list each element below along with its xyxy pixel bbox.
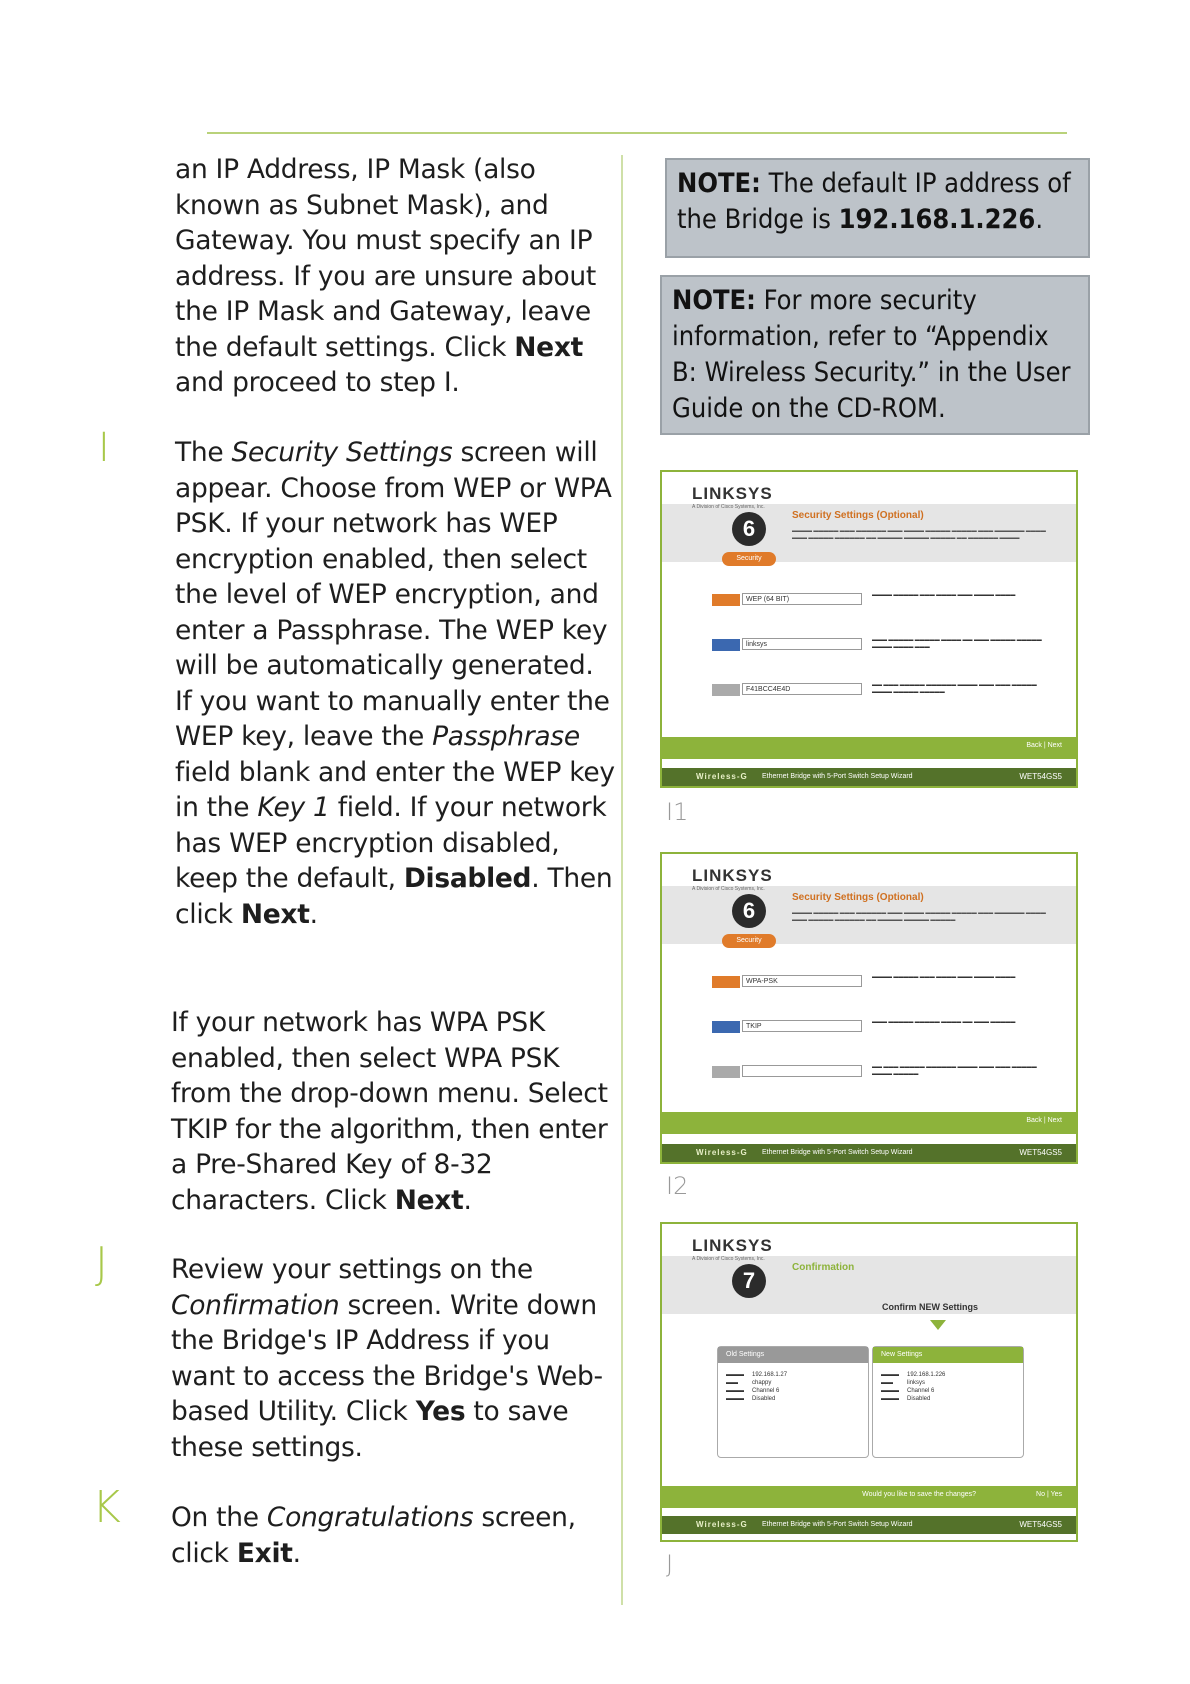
paragraph-step-j: Review your settings on the Confirmation screen. Write down the Bridge's IP Address if you want to access the Bridge's Web-based Utility. Click Yes to save these settings.: [171, 1254, 603, 1463]
row-hint: ▬▬ ▬▬▬ ▬▬▬▬▬ ▬▬▬▬▬▬ ▬▬▬▬ ▬▬▬ ▬▬▬ ▬▬▬▬▬ ▬▬▬▬ ▬▬▬▬▬ ▬▬▬▬▬: [872, 682, 1037, 695]
screenshot-security-wep: [660, 470, 1078, 788]
step-letter-j: J: [95, 1238, 108, 1289]
row-hint: ▬▬▬▬ ▬▬▬▬▬ ▬▬▬ ▬▬▬▬ ▬▬▬ ▬▬▬▬ ▬▬▬▬: [872, 592, 1016, 598]
paragraph-wpa-psk: If your network has WPA PSK enabled, then select WPA PSK from the drop-down menu. Select TKIP for the algorithm, then enter a Pre-Shared Key of 8-32 characters. Click Next.: [171, 1007, 608, 1216]
arrow-down-icon: [930, 1320, 946, 1330]
row-tag: [712, 1066, 740, 1078]
button-bar: Back | Next: [662, 737, 1076, 759]
algorithm-select: TKIP: [742, 1020, 862, 1032]
old-ssid: chappy: [752, 1380, 772, 1386]
column-divider: [621, 155, 623, 1605]
row-tag: [712, 684, 740, 696]
screen-footer: Wireless-G Ethernet Bridge with 5-Port Switch Setup Wizard WET54GS5: [662, 768, 1076, 786]
row-key1: [712, 682, 1052, 698]
header-rule: [207, 132, 1067, 134]
screenshot-confirmation: [660, 1222, 1078, 1542]
old-channel: Channel 6: [752, 1388, 780, 1394]
passphrase-field: linksys: [742, 638, 862, 650]
screen-description: ▬▬▬▬ ▬▬▬▬▬ ▬▬▬ ▬▬▬▬▬▬ ▬▬▬ ▬▬▬▬ ▬▬▬▬▬ ▬▬▬▬▬ ▬▬▬ ▬▬▬▬▬▬ ▬▬▬▬ ▬▬▬ ▬▬▬▬▬ ▬▬▬▬▬▬ ▬▬ ▬▬▬▬▬ ▬▬▬▬▬ ▬▬▬▬▬ ▬▬ ▬▬▬▬▬▬ ▬▬▬▬: [792, 528, 1046, 541]
figure-caption: J: [666, 1550, 674, 1578]
row-passphrase: [712, 637, 1052, 653]
paragraph-ip-settings: an IP Address, IP Mask (also known as Subnet Mask), and Gateway. You must specify an IP address. If you are unsure about the IP Mask and Gateway, leave the default settings. Click Next and proceed to step I.: [175, 154, 597, 398]
screen-description: ▬▬▬▬ ▬▬▬▬▬ ▬▬▬ ▬▬▬▬▬▬ ▬▬▬ ▬▬▬▬ ▬▬▬▬▬ ▬▬▬▬▬ ▬▬▬ ▬▬▬▬▬▬ ▬▬▬▬ ▬▬▬ ▬▬▬▬▬ ▬▬▬▬▬▬ ▬▬ ▬▬▬▬▬ ▬▬▬▬▬ ▬▬▬▬▬: [792, 910, 1046, 923]
screen-title: Security Settings (Optional): [792, 510, 924, 521]
screen-header-band: [662, 1256, 1076, 1314]
note-security-info: NOTE: For more security information, refer to “Appendix B: Wireless Security.” in the User Guide on the CD-ROM.: [660, 275, 1090, 435]
new-security: Disabled: [907, 1396, 931, 1402]
row-hint: ▬▬ ▬▬▬ ▬▬▬▬▬ ▬▬▬▬▬▬ ▬▬▬▬ ▬▬▬ ▬▬▬ ▬▬▬▬▬ ▬▬▬▬ ▬▬▬▬▬: [872, 1064, 1037, 1077]
paragraph-step-i: The Security Settings screen will appear. Choose from WEP or WPA PSK. If your network has WEP encryption enabled, then select the level of WEP encryption, and enter a Passphrase. The WEP key will be automatically generated. If you want to manually enter the WEP key, leave the Passphrase field blank and enter the WEP key in the Key 1 field. If your network has WEP encryption disabled, keep the default, Disabled. Then click Next.: [175, 437, 615, 930]
row-hint: ▬▬▬ ▬▬▬▬▬ ▬▬▬▬▬ ▬▬▬▬ ▬▬ ▬▬▬ ▬▬▬▬▬: [872, 1019, 1016, 1025]
security-mode-select: WEP (64 BIT): [742, 593, 862, 605]
row-tag: [712, 639, 740, 651]
screen-footer: Wireless-G Ethernet Bridge with 5-Port Switch Setup Wizard WET54GS5: [662, 1516, 1076, 1534]
step-letter-k: K: [92, 1482, 121, 1533]
note-default-ip: NOTE: The default IP address of the Bridge is 192.168.1.226.: [665, 158, 1090, 258]
new-ssid: linksys: [907, 1380, 926, 1386]
step-badge: 6: [732, 894, 766, 928]
row-tag: [712, 594, 740, 606]
save-question: Would you like to save the changes?: [862, 1491, 976, 1498]
row-algorithm: [712, 1019, 1052, 1035]
row-tag: [712, 1021, 740, 1033]
linksys-logo: LINKSYS A Division of Cisco Systems, Inc.: [692, 484, 773, 510]
step-badge: 6: [732, 512, 766, 546]
linksys-logo: LINKSYS A Division of Cisco Systems, Inc.: [692, 866, 773, 892]
old-settings-panel: [717, 1346, 869, 1458]
button-bar: [662, 1486, 1076, 1508]
new-settings-panel: [872, 1346, 1024, 1458]
new-settings-label: New Settings: [873, 1347, 1023, 1363]
new-channel: Channel 6: [907, 1388, 935, 1394]
screen-footer: Wireless-G Ethernet Bridge with 5-Port Switch Setup Wizard WET54GS5: [662, 1144, 1076, 1162]
figure-caption: I1: [666, 798, 689, 826]
yes-no-buttons: No | Yes: [1036, 1491, 1062, 1498]
row-security-mode: [712, 974, 1052, 990]
old-security: Disabled: [752, 1396, 776, 1402]
row-tag: [712, 976, 740, 988]
security-pill: Security: [722, 552, 776, 566]
screen-title: Security Settings (Optional): [792, 892, 924, 903]
row-security-mode: [712, 592, 1052, 608]
figure-caption: I2: [666, 1172, 689, 1200]
pre-shared-key-field: [742, 1065, 862, 1077]
security-mode-select: WPA-PSK: [742, 975, 862, 987]
new-ip: 192.168.1.226: [907, 1372, 946, 1378]
button-bar: Back | Next: [662, 1112, 1076, 1134]
new-settings-table: ▬▬▬ 192.168.1.226 ▬▬ linksys ▬▬▬ Channel 6 ▬▬▬ Disabled: [881, 1371, 953, 1403]
security-pill: Security: [722, 934, 776, 948]
confirm-subtitle: Confirm NEW Settings: [882, 1302, 978, 1312]
paragraph-step-k: On the Congratulations screen, click Exit.: [171, 1502, 576, 1569]
step-badge: 7: [732, 1264, 766, 1298]
step-letter-i: I: [98, 425, 110, 471]
old-settings-table: ▬▬▬ 192.168.1.27 ▬▬ chappy ▬▬▬ Channel 6 ▬▬▬ Disabled: [726, 1371, 795, 1403]
row-hint: ▬▬▬ ▬▬▬▬▬ ▬▬▬▬▬ ▬▬▬▬ ▬▬ ▬▬▬ ▬▬▬▬▬ ▬▬▬▬▬ ▬▬▬▬ ▬▬▬▬ ▬▬▬: [872, 637, 1042, 650]
row-hint: ▬▬▬▬ ▬▬▬▬▬ ▬▬▬ ▬▬▬▬ ▬▬▬ ▬▬▬▬ ▬▬▬▬: [872, 974, 1016, 980]
linksys-logo: LINKSYS A Division of Cisco Systems, Inc.: [692, 1236, 773, 1262]
old-ip: 192.168.1.27: [752, 1372, 788, 1378]
key1-field: F41BCC4E4D: [742, 683, 862, 695]
row-pre-shared-key: [712, 1064, 1052, 1080]
screen-title: Confirmation: [792, 1262, 855, 1273]
screenshot-security-wpa: [660, 852, 1078, 1164]
old-settings-label: Old Settings: [718, 1347, 868, 1363]
